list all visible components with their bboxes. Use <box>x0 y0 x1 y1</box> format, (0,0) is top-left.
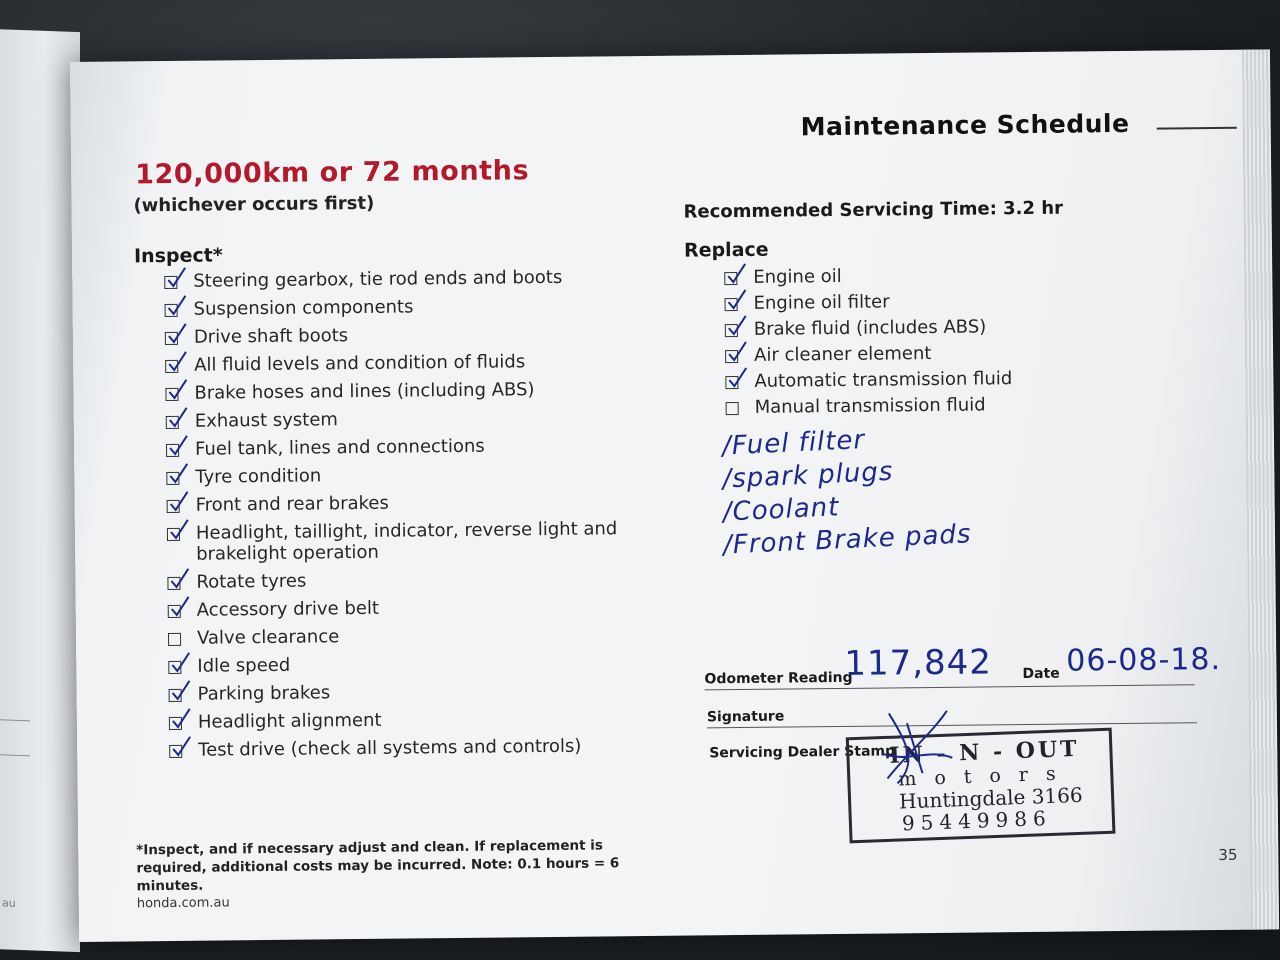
check-mark-icon <box>169 568 189 590</box>
checkbox-icon <box>169 717 182 730</box>
check-mark-icon <box>167 351 187 373</box>
checkbox-icon <box>167 500 180 513</box>
inspect-item-label: Headlight alignment <box>197 709 382 733</box>
booklet-page <box>70 50 1269 942</box>
inspect-list <box>164 266 620 768</box>
inspect-item <box>167 567 618 593</box>
check-mark-icon <box>170 596 190 618</box>
check-mark-icon <box>170 680 190 702</box>
check-mark-icon <box>727 367 747 389</box>
checkbox-icon <box>166 472 179 485</box>
stamp-line: 95449986 <box>901 805 1053 836</box>
checkbox-icon <box>726 402 739 415</box>
odometer-value: 117,842 <box>844 642 993 684</box>
replace-item <box>726 394 1013 418</box>
date-value: 06-08-18. <box>1066 641 1222 679</box>
inspect-item-label: Valve clearance <box>196 626 340 649</box>
inspect-item-label: All fluid levels and condition of fluids <box>194 351 526 376</box>
odometer-label: Odometer Reading <box>704 669 853 688</box>
checkbox-icon <box>725 350 738 363</box>
handwritten-item: /spark plugs <box>721 456 895 495</box>
interval-heading: 120,000km or 72 months <box>135 155 530 191</box>
checkbox-icon <box>724 272 737 285</box>
inspect-item <box>169 735 620 761</box>
stamp-line: IN - N - OUT <box>889 735 1080 769</box>
inspect-heading: Inspect* <box>133 244 223 268</box>
checkbox-icon <box>165 388 178 401</box>
inspect-item-label: Headlight, taillight, indicator, reverse light and <box>195 518 618 544</box>
inspect-item <box>169 707 620 733</box>
title-rule <box>1157 127 1237 130</box>
replace-list <box>724 264 1013 423</box>
check-mark-icon <box>727 341 747 363</box>
replace-item-label: Engine oil <box>753 265 842 288</box>
check-mark-icon <box>726 263 746 285</box>
inspect-item <box>168 651 619 677</box>
inspect-item-label: Steering gearbox, tie rod ends and boots <box>193 266 563 292</box>
handwritten-item: /Front Brake pads <box>722 519 973 561</box>
handwritten-list <box>722 425 972 560</box>
inspect-item-label: Tyre condition <box>195 465 322 488</box>
replace-item-label: Manual transmission fluid <box>754 394 986 418</box>
stamp-label: Servicing Dealer Stamp <box>709 743 896 762</box>
inspect-item-label: Accessory drive belt <box>196 597 380 621</box>
check-mark-icon <box>168 463 188 485</box>
check-mark-icon <box>171 708 191 730</box>
inspect-item <box>168 595 619 621</box>
handwritten-item: /Coolant <box>722 492 840 528</box>
left-page-text: au <box>2 896 16 910</box>
checkbox-icon <box>168 633 181 646</box>
inspect-item <box>165 322 616 348</box>
inspect-item <box>167 490 618 516</box>
inspect-item-label: Exhaust system <box>194 409 338 432</box>
inspect-item-label: Idle speed <box>197 654 291 677</box>
inspect-item <box>169 679 620 705</box>
check-mark-icon <box>726 289 746 311</box>
check-mark-icon <box>168 407 188 429</box>
inspect-item-label: Drive shaft boots <box>193 325 349 348</box>
checkbox-icon <box>165 304 178 317</box>
footer-url: honda.com.au <box>136 895 230 912</box>
inspect-item-label-cont: brakelight operation <box>196 541 380 565</box>
check-mark-icon <box>727 315 747 337</box>
checkbox-icon <box>725 376 738 389</box>
inspect-item-label: Parking brakes <box>197 682 331 705</box>
replace-item <box>725 342 1012 366</box>
inspect-item-label: Brake hoses and lines (including ABS) <box>194 379 535 404</box>
checkbox-icon <box>166 416 179 429</box>
stamp-line: Huntingdale 3166 <box>898 782 1084 814</box>
checkbox-icon <box>164 276 177 289</box>
page-number: 35 <box>1218 845 1238 865</box>
checkbox-icon <box>167 577 180 590</box>
inspect-item <box>164 266 615 292</box>
replace-item <box>724 290 1011 314</box>
inspect-item-label: Fuel tank, lines and connections <box>194 435 485 460</box>
recommended-time: Recommended Servicing Time: 3.2 hr <box>683 197 1064 223</box>
checkbox-icon <box>167 528 180 541</box>
replace-item <box>724 264 1011 288</box>
checkbox-icon <box>165 360 178 373</box>
checkbox-icon <box>165 332 178 345</box>
inspect-item <box>166 434 617 460</box>
signature-scribble <box>877 703 958 794</box>
replace-item-label: Brake fluid (includes ABS) <box>753 316 987 340</box>
checkbox-icon <box>725 298 738 311</box>
inspect-item <box>164 294 615 320</box>
inspect-item <box>165 350 616 376</box>
replace-item <box>725 316 1012 340</box>
inspect-item <box>167 518 618 565</box>
inspect-item-label: Test drive (check all systems and controls) <box>198 735 582 761</box>
check-mark-icon <box>169 519 189 541</box>
inspect-item-label: Rotate tyres <box>196 570 307 593</box>
check-mark-icon <box>166 267 186 289</box>
page-title: Maintenance Schedule <box>800 108 1130 142</box>
check-mark-icon <box>167 323 187 345</box>
checkbox-icon <box>725 324 738 337</box>
check-mark-icon <box>171 736 191 758</box>
checkbox-icon <box>168 661 181 674</box>
signature-label: Signature <box>706 708 785 726</box>
inspect-item <box>168 623 619 649</box>
inspect-item <box>166 462 617 488</box>
checkbox-icon <box>168 605 181 618</box>
handwritten-item: /Fuel filter <box>721 425 866 462</box>
stamp-line: motors <box>897 762 1075 791</box>
replace-item-label: Engine oil filter <box>753 291 890 314</box>
inspect-item-label: Front and rear brakes <box>195 492 389 516</box>
inspect-item <box>165 378 616 404</box>
replace-item-label: Air cleaner element <box>753 342 932 366</box>
interval-note: (whichever occurs first) <box>133 192 375 217</box>
footnote: *Inspect, and if necessary adjust and clean. If replacement is required, additional costs may be incurred. Note: 0.1 hours = 6 minutes. <box>136 837 620 895</box>
checkbox-icon <box>169 689 182 702</box>
left-page-rule <box>0 719 30 721</box>
replace-item-label: Automatic transmission fluid <box>754 368 1013 392</box>
left-facing-page <box>0 28 80 952</box>
check-mark-icon <box>170 652 190 674</box>
check-mark-icon <box>167 379 187 401</box>
replace-item <box>725 368 1012 392</box>
date-label: Date <box>1022 665 1060 683</box>
inspect-item <box>166 406 617 432</box>
check-mark-icon <box>168 491 188 513</box>
check-mark-icon <box>168 435 188 457</box>
replace-heading: Replace <box>683 238 769 262</box>
checkbox-icon <box>169 745 182 758</box>
checkbox-icon <box>166 444 179 457</box>
left-page-rule <box>0 754 30 756</box>
check-mark-icon <box>166 295 186 317</box>
inspect-item-label: Suspension components <box>193 296 414 320</box>
